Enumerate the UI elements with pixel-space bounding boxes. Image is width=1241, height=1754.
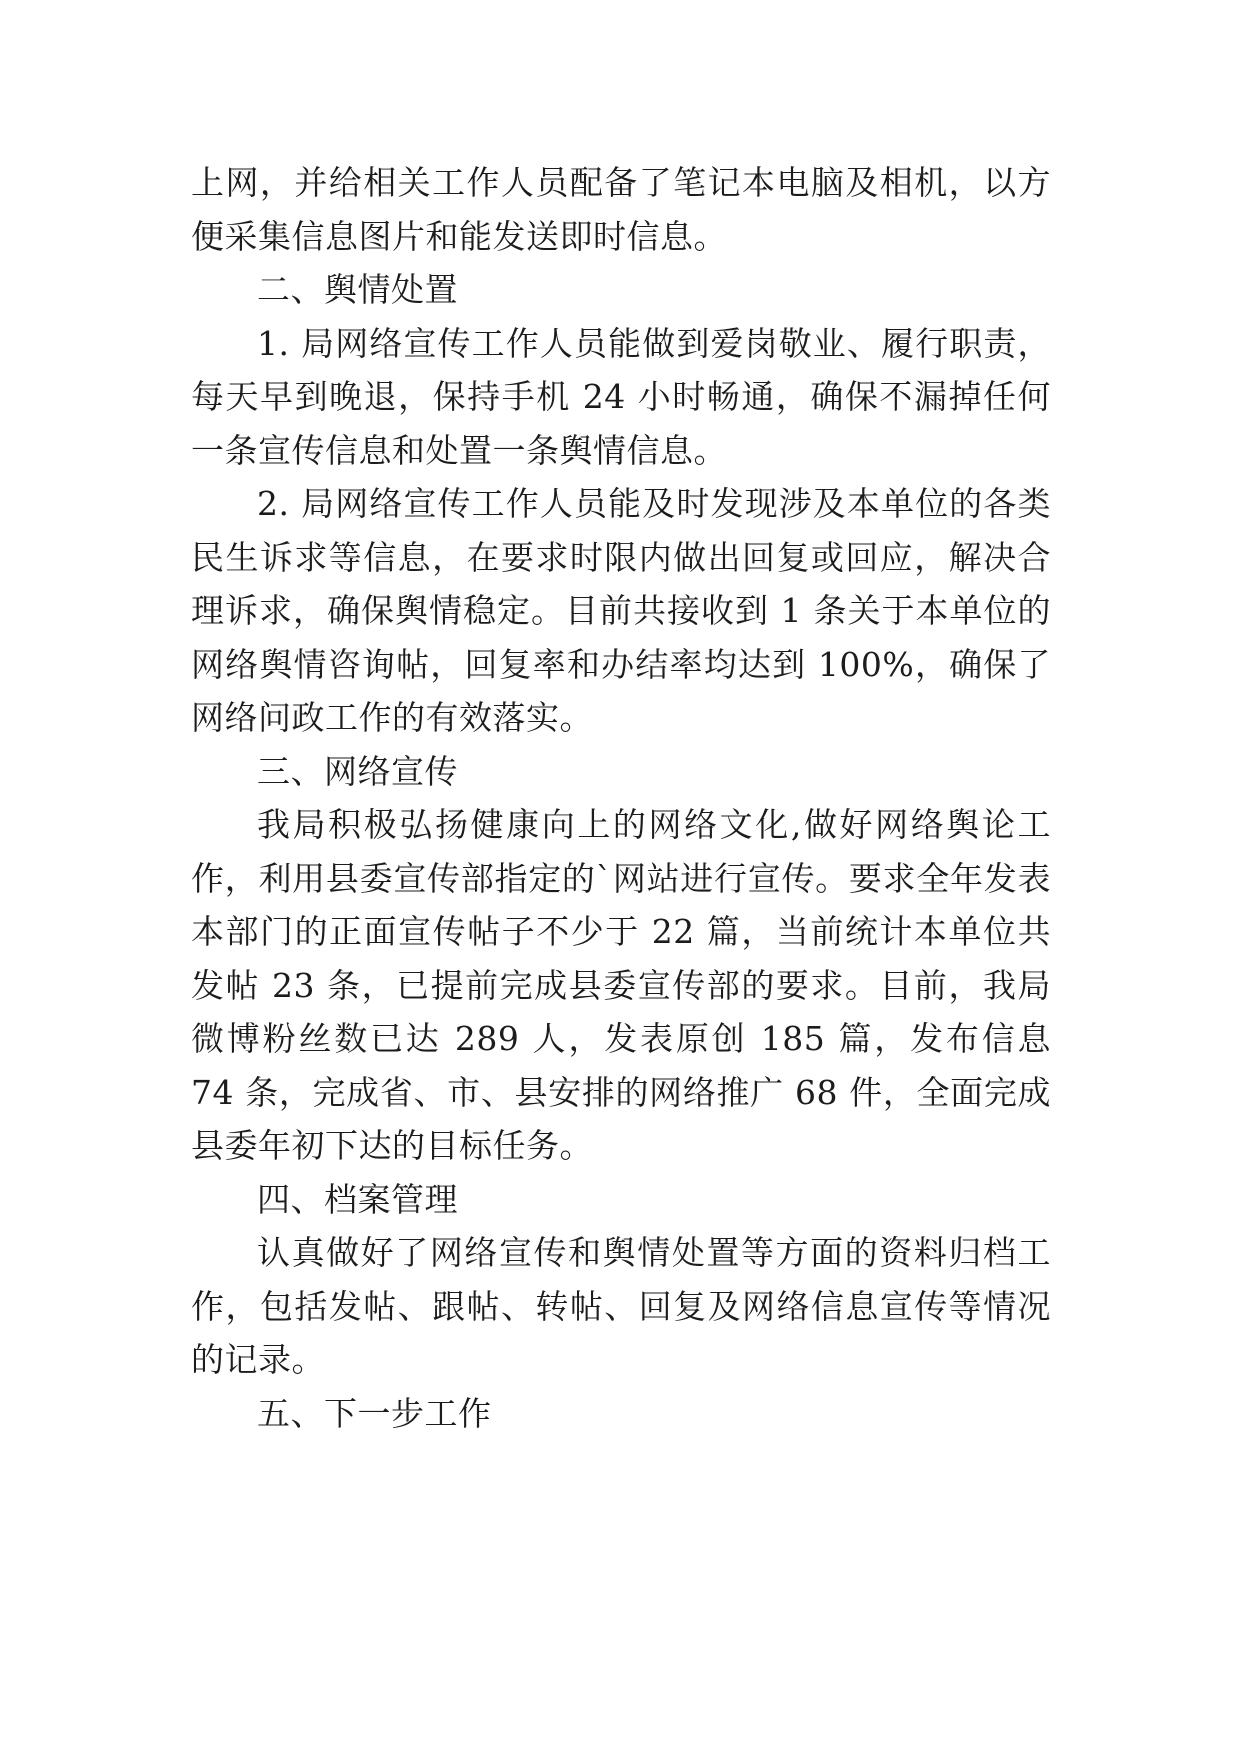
section-heading-public-opinion: 二、舆情处置	[257, 270, 458, 309]
section-heading-next-steps: 五、下一步工作	[257, 1393, 492, 1433]
paragraph-intro-continued: 上网，并给相关工作人员配备了笔记本电脑及相机，以方便采集信息图片和能发送即时信息。	[191, 163, 1051, 256]
section-heading-online-publicity: 三、网络宣传	[257, 751, 458, 791]
paragraph-item-1: 1. 局网络宣传工作人员能做到爱岗敬业、履行职责，每天早到晚退，保持手机 24 小时畅通，确保不漏掉任何一条宣传信息和处置一条舆情信息。	[191, 323, 1051, 470]
paragraph-online-publicity: 我局积极弘扬健康向上的网络文化,做好网络舆论工作，利用县委宣传部指定的`网站进行宣传。要求全年发表本部门的正面宣传帖子不少于 22 篇，当前统计本单位共发帖 23 条，已提前完成县委宣传部的要求。目前，我局微博粉丝数已达 289 人，发表原创 185 篇，发布信息 74 条，完成省、市、县安排的网络推广 68 件，全面完成县委年初下达的目标任务。	[191, 805, 1051, 1165]
paragraph-archive-management: 认真做好了网络宣传和舆情处置等方面的资料归档工作，包括发帖、跟帖、转帖、回复及网络信息宣传等情况的记录。	[191, 1233, 1051, 1379]
document-body	[191, 156, 1051, 1440]
section-heading-archive-management: 四、档案管理	[257, 1179, 458, 1219]
paragraph-item-2: 2. 局网络宣传工作人员能及时发现涉及本单位的各类民生诉求等信息，在要求时限内做出回复或回应，解决合理诉求，确保舆情稳定。目前共接收到 1 条关于本单位的网络舆情咨询帖，回复率和办结率均达到 100%，确保了网络问政工作的有效落实。	[191, 484, 1051, 737]
